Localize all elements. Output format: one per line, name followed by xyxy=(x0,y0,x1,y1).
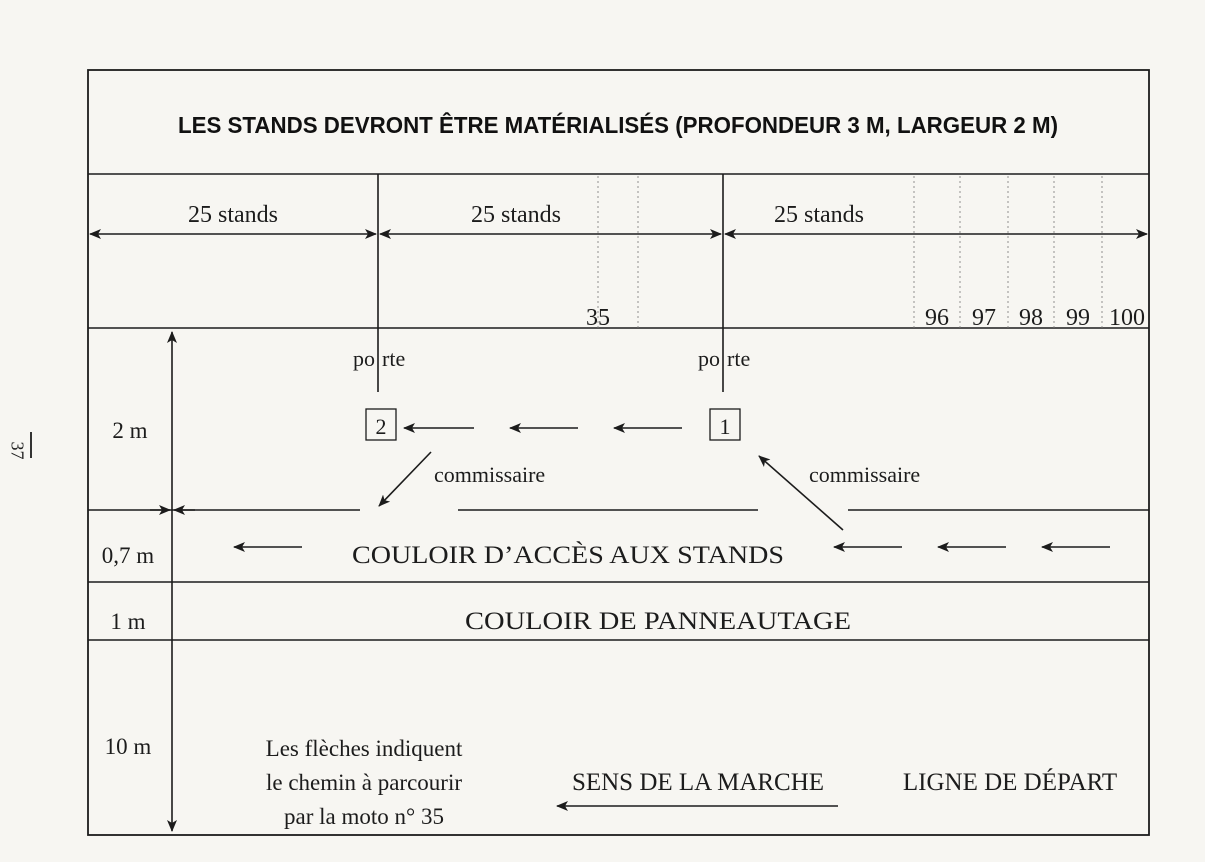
door-label-right: rte xyxy=(382,346,406,371)
start-line-label: LIGNE DE DÉPART xyxy=(902,769,1118,796)
dimension-label: 2 m xyxy=(112,418,148,443)
stand-number: 100 xyxy=(1109,305,1145,331)
door-label-left: po xyxy=(353,346,375,371)
dimension-label: 10 m xyxy=(104,734,152,759)
access-corridor-label: COULOIR D’ACCÈS AUX STANDS xyxy=(352,542,737,569)
page-number: 37 xyxy=(7,441,28,460)
commissaire-arrow-left xyxy=(379,452,431,506)
page-number-rule xyxy=(30,432,32,458)
stand-group-label: 25 stands xyxy=(188,202,278,228)
stand-number: 96 xyxy=(925,305,949,331)
stand-number: 97 xyxy=(972,305,996,331)
commissaire-label-right: commissaire xyxy=(809,462,921,487)
door-label-right: rte xyxy=(727,346,751,371)
stand-number: 35 xyxy=(586,305,610,331)
dimension-label: 1 m xyxy=(110,609,146,634)
stand-box-number: 2 xyxy=(375,414,387,439)
dimension-label: 0,7 m xyxy=(101,543,155,568)
commissaire-label-left: commissaire xyxy=(434,462,546,487)
legend-line: Les flèches indiquent xyxy=(265,736,463,761)
stand-number: 99 xyxy=(1066,305,1090,331)
stand-number: 98 xyxy=(1019,305,1043,331)
diagram-frame xyxy=(88,70,1149,835)
legend-line: par la moto n° 35 xyxy=(284,804,444,829)
stand-group-label: 25 stands xyxy=(774,202,864,228)
legend-line: le chemin à parcourir xyxy=(265,770,463,795)
panel-corridor-label: COULOIR DE PANNEAUTAGE xyxy=(465,608,851,635)
diagram-title: LES STANDS DEVRONT ÊTRE MATÉRIALISÉS (PROFONDEUR 3 M, LARGEUR 2 M) xyxy=(178,112,1086,138)
stand-box-number: 1 xyxy=(719,414,731,439)
stand-group-label: 25 stands xyxy=(471,202,561,228)
door-label-left: po xyxy=(698,346,720,371)
direction-label: SENS DE LA MARCHE xyxy=(571,769,825,796)
